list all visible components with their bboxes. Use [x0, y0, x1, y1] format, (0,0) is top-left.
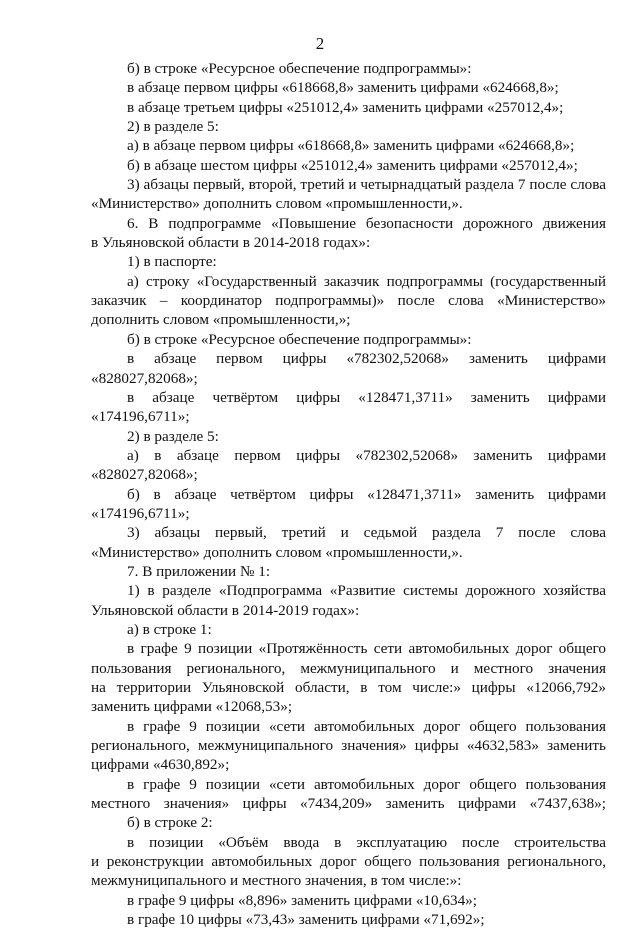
text-line: «174196,6711»;: [91, 408, 190, 426]
text-line: б) в абзаце четвёртом цифры «128471,3711» заменить цифрами: [127, 485, 606, 503]
text-line: регионального, межмуниципального значения» цифры «4632,583» заменить: [91, 737, 606, 755]
text-line: в абзаце первом цифры «782302,52068» заменить цифрами: [127, 350, 606, 368]
text-line: 6. В подпрограмме «Повышение безопасности дорожного движения: [127, 214, 606, 232]
text-line: 3) абзацы первый, третий и седьмой раздела 7 после слова: [127, 524, 606, 542]
text-line: в абзаце первом цифры «618668,8» заменить цифрами «624668,8»;: [127, 79, 559, 97]
text-line: в абзаце третьем цифры «251012,4» заменить цифрами «257012,4»;: [127, 98, 564, 116]
text-line: б) в строке «Ресурсное обеспечение подпрограммы»:: [127, 330, 472, 348]
text-line: «174196,6711»;: [91, 504, 190, 522]
text-line: и реконструкции автомобильных дорог общего пользования регионального,: [91, 853, 606, 871]
text-line: а) в строке 1:: [127, 620, 212, 638]
text-line: 1) в паспорте:: [127, 253, 217, 271]
text-line: «Министерство» дополнить словом «промышленности,».: [91, 543, 463, 561]
text-line: «828027,82068»;: [91, 369, 198, 387]
text-line: пользования регионального, межмуниципального и местного значения: [91, 659, 606, 677]
text-line: б) в абзаце шестом цифры «251012,4» заменить цифрами «257012,4»;: [127, 156, 578, 174]
text-line: а) в абзаце первом цифры «618668,8» заменить цифрами «624668,8»;: [127, 137, 575, 155]
text-line: 3) абзацы первый, второй, третий и четырнадцатый раздела 7 после слова: [127, 176, 606, 194]
text-line: в графе 9 позиции «Протяжённость сети автомобильных дорог общего: [127, 640, 606, 658]
text-line: в графе 9 позиции «сети автомобильных дорог общего пользования: [127, 717, 606, 735]
text-line: 7. В приложении № 1:: [127, 562, 271, 580]
text-line: б) в строке 2:: [127, 814, 213, 832]
text-line: заказчик – координатор подпрограммы)» после слова «Министерство»: [91, 292, 606, 310]
text-line: а) строку «Государственный заказчик подпрограммы (государственный: [127, 272, 606, 290]
text-line: на территории Ульяновской области, в том числе:» цифры «12066,792»: [91, 679, 606, 696]
text-line: «Министерство» дополнить словом «промышленности,».: [91, 195, 463, 213]
text-line: Ульяновской области в 2014-2019 годах»:: [91, 601, 360, 619]
text-line: 2) в разделе 5:: [127, 427, 219, 445]
text-line: межмуниципального и местного значения, в том числе:»:: [91, 872, 462, 890]
text-line: б) в строке «Ресурсное обеспечение подпрограммы»:: [127, 60, 472, 77]
page-number: 2: [315, 34, 325, 53]
text-line: а) в абзаце первом цифры «782302,52068» заменить цифрами: [127, 446, 606, 464]
text-line: заменить цифрами «12068,53»;: [91, 698, 293, 716]
text-line: в графе 9 цифры «8,896» заменить цифрами «10,634»;: [127, 891, 477, 909]
text-line: в абзаце четвёртом цифры «128471,3711» заменить цифрами: [127, 388, 606, 406]
text-line: местного значения» цифры «7434,209» заменить цифрами «7437,638»;: [91, 795, 606, 813]
text-line: 2) в разделе 5:: [127, 118, 219, 136]
text-line: 1) в разделе «Подпрограмма «Развитие системы дорожного хозяйства: [127, 582, 606, 600]
text-line: в графе 10 цифры «73,43» заменить цифрами «71,692»;: [127, 911, 485, 929]
text-line: дополнить словом «промышленности,»;: [91, 311, 351, 329]
text-line: в позиции «Объём ввода в эксплуатацию после строительства: [127, 833, 606, 851]
text-line: в Ульяновской области в 2014-2018 годах»:: [91, 234, 371, 252]
text-line: цифрами «4630,892»;: [91, 756, 230, 774]
document-body: [91, 59, 606, 929]
text-line: «828027,82068»;: [91, 466, 198, 484]
text-line: в графе 9 позиции «сети автомобильных дорог общего пользования: [127, 775, 606, 793]
